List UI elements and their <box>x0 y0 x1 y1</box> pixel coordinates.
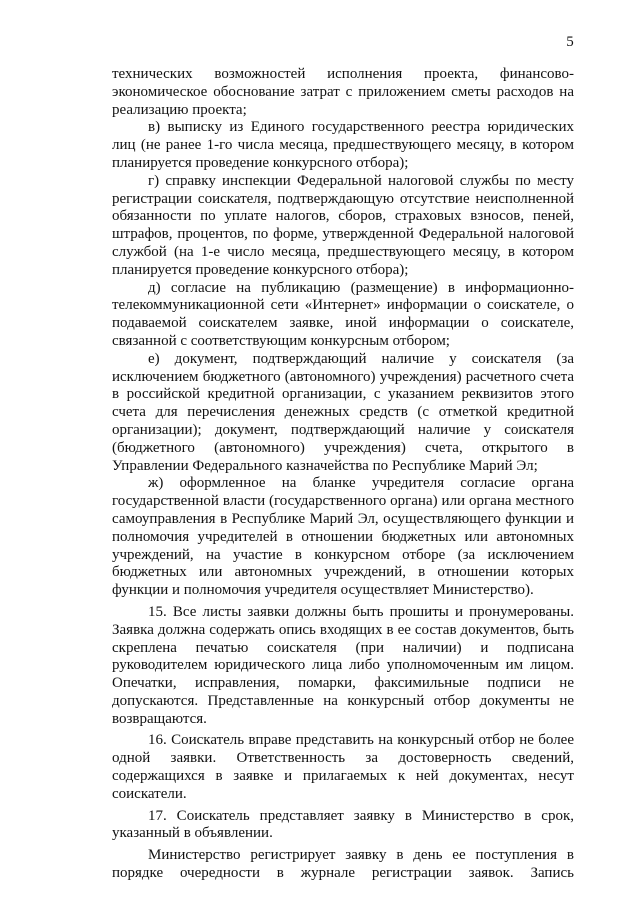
paragraph-17: 17. Соискатель представляет заявку в Министерство в срок, указанный в объявлении. <box>112 807 574 842</box>
paragraph-16: 16. Соискатель вправе представить на конкурсный отбор не более одной заявки. Ответственность за достоверность сведений, содержащихся в заявке и прилагаемых к ней документах, несут соискатели. <box>112 732 574 802</box>
paragraph-registration: Министерство регистрирует заявку в день ее поступления в порядке очередности в журнале регистрации заявок. Запись <box>112 847 574 882</box>
paragraph-continuation: технических возможностей исполнения проекта, финансово-экономическое обоснование затрат с приложением сметы расходов на реализацию проекта; <box>112 66 574 118</box>
paragraph-item-zh: ж) оформленное на бланке учредителя согласие органа государственной власти (государственного органа) или органа местного самоуправления в Республике Марий Эл, осуществляющего функции и полномочия учредителей в отношении бюджетных или автономных учреждений, на участие в конкурсном отборе (за исключением бюджетных или автономных учреждений, в отношении которых функции и полномочия учредителя осуществляет Министерство). <box>112 475 574 599</box>
paragraph-item-v: в) выписку из Единого государственного реестра юридических лиц (не ранее 1-го числа месяца, предшествующего месяцу, в котором планируется проведение конкурсного отбора); <box>112 119 574 171</box>
paragraph-15: 15. Все листы заявки должны быть прошиты и пронумерованы. Заявка должна содержать опись входящих в ее состав документов, быть скреплена печатью соискателя (при наличии) и подписана руководителем юридического лица либо уполномоченным им лицом. Опечатки, исправления, помарки, факсимильные подписи не допускаются. Представленные на конкурсный отбор документы не возвращаются. <box>112 603 574 727</box>
paragraph-item-e: е) документ, подтверждающий наличие у соискателя (за исключением бюджетного (автономного) учреждения) расчетного счета в российской кредитной организации, с указанием реквизитов этого счета для перечисления денежных средств (с отметкой кредитной организации); документ, подтверждающий наличие у соискателя (бюджетного (автономного) учреждения) счета, открытого в Управлении Федерального казначейства по Республике Марий Эл; <box>112 350 574 474</box>
page-number: 5 <box>566 34 574 50</box>
document-body <box>112 66 574 883</box>
paragraph-item-g: г) справку инспекции Федеральной налоговой службы по месту регистрации соискателя, подтверждающую отсутствие неисполненной обязанности по уплате налогов, сборов, страховых взносов, пеней, штрафов, процентов, по форме, утвержденной Федеральной налоговой службой (на 1-е число месяца, предшествующего месяцу, в котором планируется проведение конкурсного отбора); <box>112 172 574 278</box>
paragraph-item-d: д) согласие на публикацию (размещение) в информационно-телекоммуникационной сети «Интернет» информации о соискателе, о подаваемой соискателем заявке, иной информации о соискателе, связанной с соответствующим конкурсным отбором; <box>112 279 574 349</box>
